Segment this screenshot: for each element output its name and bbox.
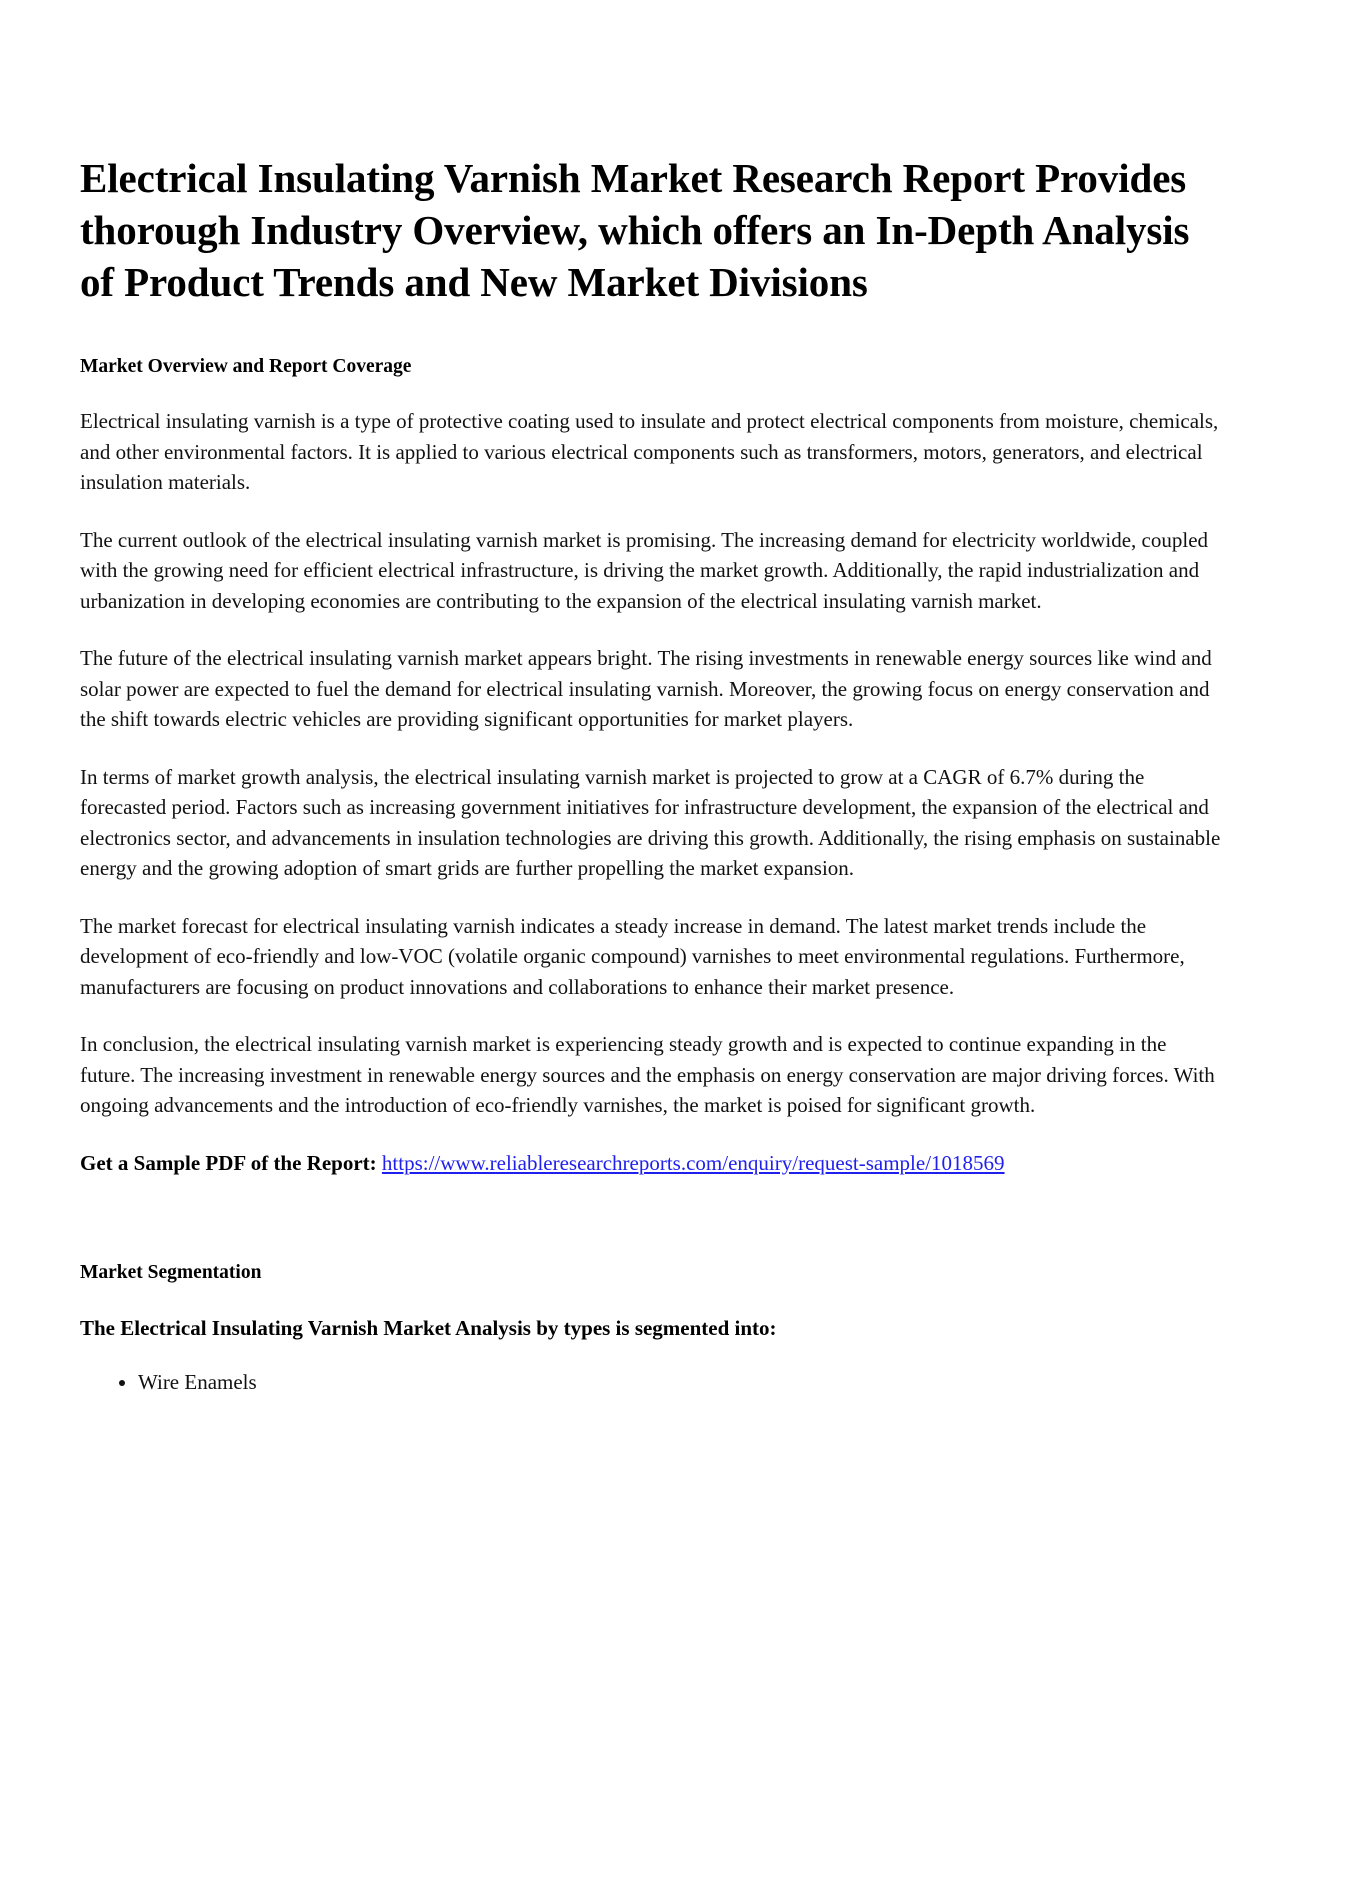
market-segmentation-heading: Market Segmentation [80, 1262, 262, 1283]
sample-pdf-label: Get a Sample PDF of the Report: [80, 1150, 377, 1175]
market-overview-heading: Market Overview and Report Coverage [80, 356, 412, 377]
segmentation-types-subheading: The Electrical Insulating Varnish Market Analysis by types is segmented into: [80, 1316, 777, 1340]
list-item: • Wire Enamels [138, 1367, 1225, 1397]
overview-paragraph-6: In conclusion, the electrical insulating varnish market is experiencing steady growth and is expected to continue expanding in the future. The increasing investment in renewable energy sources and the emphasis on energy conservation are major driving forces. With ongoing advancements and the introduction of eco-friendly varnishes, the market is poised for significant growth. [80, 1032, 1215, 1117]
sample-pdf-link[interactable]: https://www.reliableresearchreports.com/enquiry/request-sample/1018569 [381, 1150, 1005, 1175]
section-spacer [80, 1178, 1225, 1260]
sample-pdf-cta [80, 1148, 1225, 1179]
overview-paragraph-5: The market forecast for electrical insulating varnish indicates a steady increase in demand. The latest market trends include the development of eco-friendly and low-VOC (volatile organic compound) varnishes to meet environmental regulations. Furthermore, manufacturers are focusing on product innovations and collaborations to enhance their market presence. [80, 913, 1185, 999]
page-title: Electrical Insulating Varnish Market Research Report Provides thorough Industry Overview, which offers an In-Depth Analysis of Product Trends and New Market Divisions [80, 155, 1190, 305]
overview-paragraph-1: Electrical insulating varnish is a type of protective coating used to insulate and protect electrical components from moisture, chemicals, and other environmental factors. It is applied to various electrical components such as transformers, motors, generators, and electrical insulation materials. [80, 409, 1219, 494]
segmentation-types-list [80, 1367, 1225, 1397]
overview-paragraph-2: The current outlook of the electrical insulating varnish market is promising. The increasing demand for electricity worldwide, coupled with the growing need for efficient electrical infrastructure, is driving the market growth. Additionally, the rapid industrialization and urbanization in developing economies are contributing to the expansion of the electrical insulating varnish market. [80, 527, 1209, 613]
overview-paragraph-4: In terms of market growth analysis, the electrical insulating varnish market is projected to grow at a CAGR of 6.7% during the forecasted period. Factors such as increasing government initiatives for infrastructure development, the expansion of the electrical and electronics sector, and advancements in insulation technologies are driving this growth. Additionally, the rising emphasis on sustainable energy and the growing adoption of smart grids are further propelling the market expansion. [80, 764, 1221, 880]
overview-paragraph-3: The future of the electrical insulating varnish market appears bright. The rising investments in renewable energy sources like wind and solar power are expected to fuel the demand for electrical insulating varnish. Moreover, the growing focus on energy conservation and the shift towards electric vehicles are providing significant opportunities for market players. [80, 646, 1212, 731]
